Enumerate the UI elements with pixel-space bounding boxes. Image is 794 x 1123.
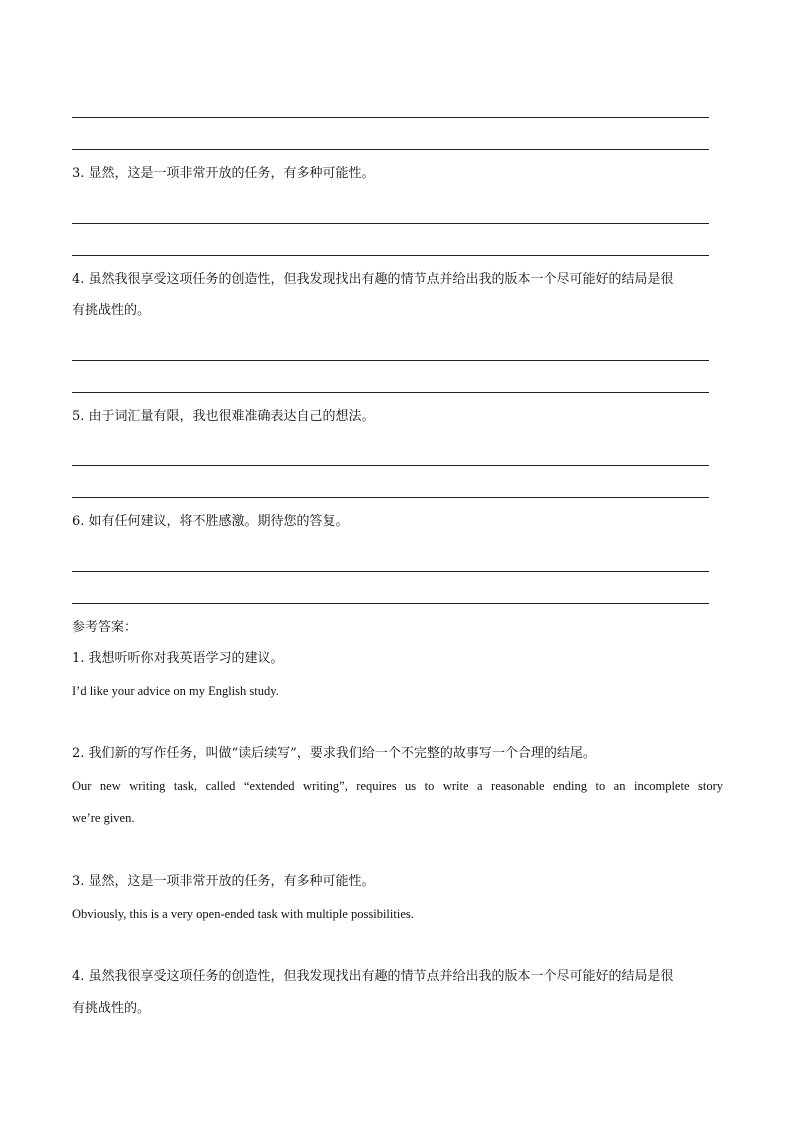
exercise-item-4-line-1: 4. 虽然我很享受这项任务的创造性，但我发现找出有趣的情节点并给出我的版本一个尽可能好的结局是很 xyxy=(72,272,674,287)
answer-3-chinese: 3. 显然，这是一项非常开放的任务，有多种可能性。 xyxy=(72,874,375,889)
exercise-item-4-line-2: 有挑战性的。 xyxy=(72,303,151,318)
answer-4-chinese-line-1: 4. 虽然我很享受这项任务的创造性，但我发现找出有趣的情节点并给出我的版本一个尽可能好的结局是很 xyxy=(72,969,674,984)
answer-1-chinese: 1. 我想听听你对我英语学习的建议。 xyxy=(72,651,284,666)
answer-1-english: I’d like your advice on my English study. xyxy=(72,684,279,698)
answer-line xyxy=(72,255,709,256)
answer-line xyxy=(72,223,709,224)
answer-line xyxy=(72,465,709,466)
exercise-item-6: 6. 如有任何建议，将不胜感激。期待您的答复。 xyxy=(72,514,349,529)
answers-heading: 参考答案： xyxy=(72,620,138,635)
answer-line xyxy=(72,117,709,118)
exercise-item-3: 3. 显然，这是一项非常开放的任务，有多种可能性。 xyxy=(72,166,375,181)
exercise-item-5: 5. 由于词汇量有限，我也很难准确表达自己的想法。 xyxy=(72,409,375,424)
answer-line xyxy=(72,360,709,361)
answer-2-english-line-1: Our new writing task, called “extended writing”, requires us to write a reasonable ending to an incomplete story xyxy=(72,779,723,793)
answer-line xyxy=(72,149,709,150)
answer-2-chinese: 2. 我们新的写作任务，叫做“读后续写”，要求我们给一个不完整的故事写一个合理的结尾。 xyxy=(72,746,596,761)
answer-4-chinese-line-2: 有挑战性的。 xyxy=(72,1001,151,1016)
answer-line xyxy=(72,571,709,572)
answer-line xyxy=(72,603,709,604)
answer-line xyxy=(72,497,709,498)
answer-3-english: Obviously, this is a very open-ended task with multiple possibilities. xyxy=(72,907,414,921)
answer-line xyxy=(72,392,709,393)
answer-2-english-line-2: we’re given. xyxy=(72,811,135,825)
